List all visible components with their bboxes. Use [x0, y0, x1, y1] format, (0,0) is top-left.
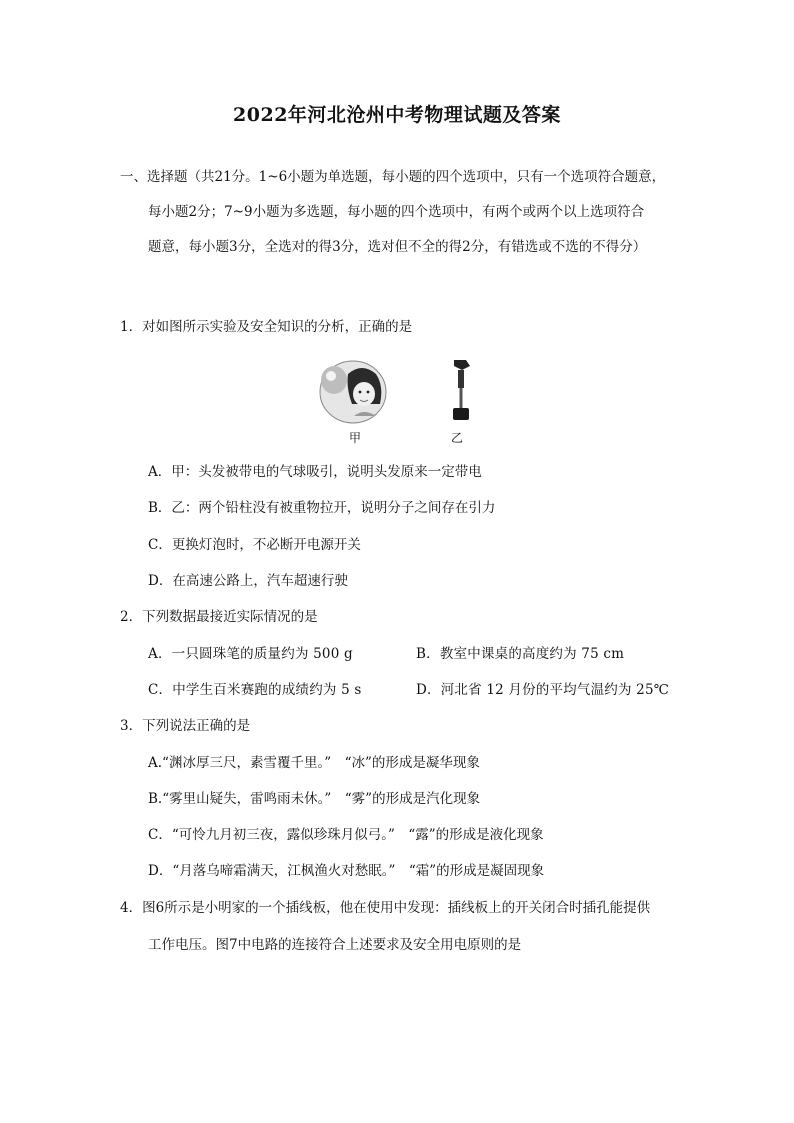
question-4-stem-line-2: 工作电压。图7中电路的连接符合上述要求及安全用电原则的是	[148, 937, 522, 953]
figure-label-yi: 乙	[451, 431, 464, 445]
question-2-option-a: A．一只圆珠笔的质量约为 500 g	[148, 646, 353, 662]
question-3-option-a: A.“渊冰厚三尺，素雪覆千里。” “冰”的形成是凝华现象	[148, 755, 480, 771]
question-2-option-c: C．中学生百米赛跑的成绩约为 5 s	[148, 682, 362, 698]
figure-balloon-girl	[318, 360, 393, 426]
question-2-stem: 2．下列数据最接近实际情况的是	[120, 609, 318, 625]
question-3-option-d: D．“月落乌啼霜满天，江枫渔火对愁眠。” “霜”的形成是凝固现象	[148, 863, 545, 879]
section-instructions-line-3: 题意，每小题3分，全选对的得3分，选对但不全的得2分，有错选或不选的不得分）	[148, 239, 647, 255]
page-title: 2022年河北沧州中考物理试题及答案	[233, 104, 561, 126]
question-1-option-a: A．甲：头发被带电的气球吸引，说明头发原来一定带电	[148, 464, 482, 480]
question-1-option-c: C．更换灯泡时，不必断开电源开关	[148, 537, 361, 553]
figure-label-jia: 甲	[349, 431, 362, 445]
question-1-stem: 1．对如图所示实验及安全知识的分析，正确的是	[120, 319, 413, 335]
question-1-option-b: B．乙：两个铅柱没有被重物拉开，说明分子之间存在引力	[148, 500, 496, 516]
section-instructions-line-1: 一、选择题（共21分。1~6小题为单选题，每小题的四个选项中，只有一个选项符合题意，	[120, 169, 666, 185]
question-2-option-d: D．河北省 12 月份的平均气温约为 25℃	[416, 682, 670, 698]
figure-lead-cylinders	[444, 358, 474, 424]
question-1-option-d: D．在高速公路上，汽车超速行驶	[148, 573, 348, 589]
question-3-option-c: C．“可怜九月初三夜，露似珍珠月似弓。” “露”的形成是液化现象	[148, 827, 544, 843]
section-instructions-line-2: 每小题2分；7~9小题为多选题，每小题的四个选项中，有两个或两个以上选项符合	[148, 204, 645, 220]
question-4-stem-line-1: 4．图6所示是小明家的一个插线板，他在使用中发现：插线板上的开关闭合时插孔能提供	[120, 900, 651, 916]
question-2-option-b: B．教室中课桌的高度约为 75 cm	[416, 646, 625, 662]
question-3-option-b: B.“雾里山疑失，雷鸣雨未休。” “雾”的形成是汽化现象	[148, 791, 481, 807]
question-3-stem: 3．下列说法正确的是	[120, 718, 251, 734]
